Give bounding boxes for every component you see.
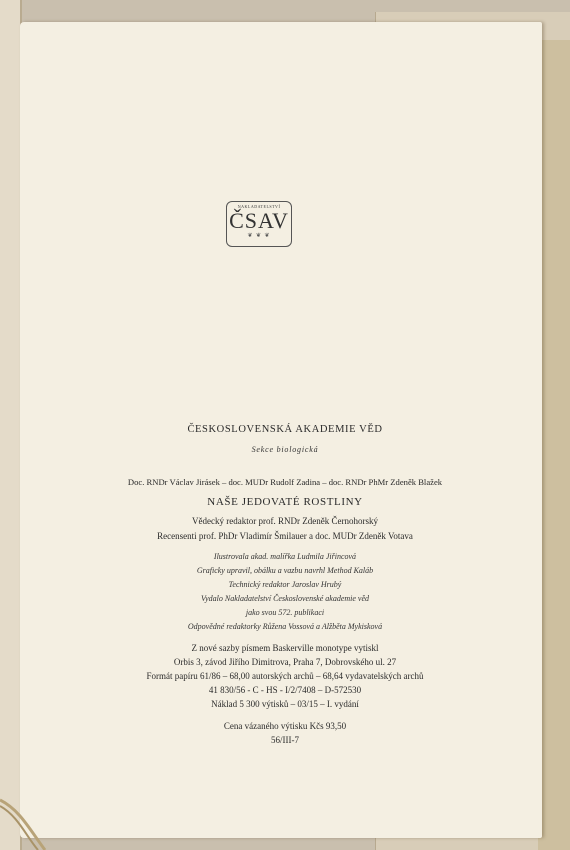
logo-top-text: NAKLADATELSTVÍ [237,204,281,209]
printing-line: Orbis 3, závod Jiřího Dimitrova, Praha 7, Dobrovského ul. 27 [173,657,397,667]
book-title: NAŠE JEDOVATÉ ROSTLINY [207,496,363,508]
credit-line: Odpovědné redaktorky Růžena Vossová a Alžběta Mykisková [187,622,383,631]
scientific-editor: Vědecký redaktor prof. RNDr Zdeněk Černohorský [192,516,378,526]
printing-line: Náklad 5 300 výtisků – 03/15 – I. vydání [211,699,359,709]
reviewers: Recensenti prof. PhDr Vladimír Šmilauer a doc. MUDr Zdeněk Votava [157,531,413,541]
credit-line: Graficky upravil, obálku a vazbu navrhl Method Kaláb [196,566,374,575]
logo-main-text: ČSAV [229,208,289,233]
credit-line: Ilustrovala akad. malířka Ludmila Jiřincová [213,552,357,561]
printing-line: Formát papíru 61/86 – 68,00 autorských archů – 68,64 vydavatelských archů [146,671,424,681]
catalog-code: 56/III-7 [271,735,299,745]
credit-line: Vydalo Nakladatelství Československé akademie věd [200,594,370,603]
bookmark-thread [0,770,70,850]
logo-leaves: ❦ ❦ ❦ [247,233,271,239]
credit-line: Technický redaktor Jaroslav Hrubý [228,580,342,589]
printing-line: 41 830/56 - C - HS - I/2/7408 – D-572530 [208,685,362,695]
price: Cena vázaného výtisku Kčs 93,50 [223,721,347,731]
publisher-logo [226,201,292,247]
academy-name: ČESKOSLOVENSKÁ AKADEMIE VĚD [187,424,383,435]
printing-line: Z nové sazby písmem Baskerville monotype vytiskl [191,643,379,653]
section-name: Sekce biologická [251,445,319,454]
credit-line: jako svou 572. publikaci [245,608,325,617]
authors: Doc. RNDr Václav Jirásek – doc. MUDr Rudolf Zadina – doc. RNDr PhMr Zdeněk Blažek [127,477,443,487]
